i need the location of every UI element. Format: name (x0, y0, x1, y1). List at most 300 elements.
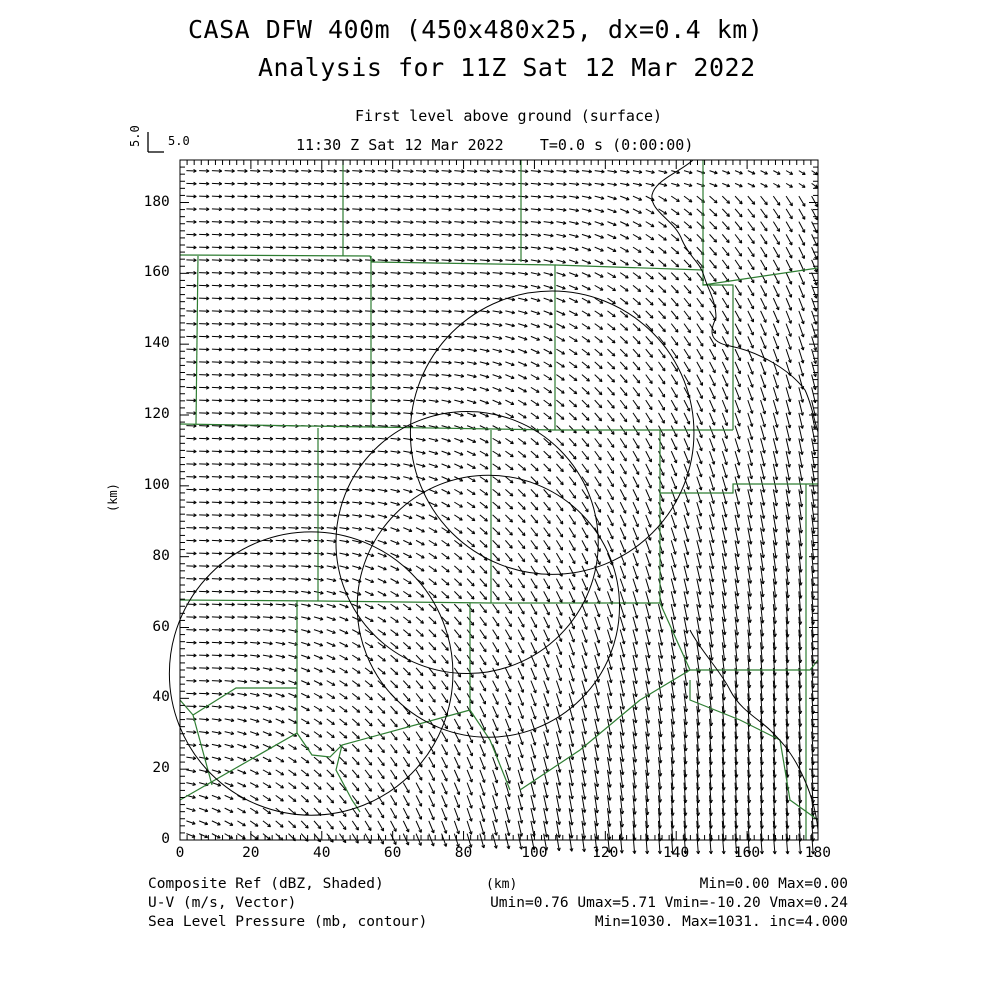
wind-vector (493, 579, 500, 587)
wind-vector-field (186, 169, 817, 854)
wind-vector (314, 476, 324, 479)
wind-vector (659, 528, 664, 541)
wind-vector (493, 362, 502, 365)
wind-vector (531, 681, 536, 693)
wind-vector (301, 170, 311, 173)
wind-vector (391, 834, 397, 845)
wind-vector (633, 298, 641, 305)
wind-vector (250, 744, 259, 748)
wind-vector (671, 477, 676, 489)
wind-vector (442, 770, 448, 781)
wind-vector (225, 233, 235, 236)
wind-vector (212, 603, 222, 606)
wind-vector (544, 655, 549, 667)
wind-vector (748, 222, 755, 231)
wind-vector (225, 834, 233, 839)
wind-vector (263, 834, 270, 840)
wind-vector (659, 349, 666, 358)
wind-vector (263, 208, 273, 211)
wind-vector (378, 335, 388, 338)
wind-vector (633, 400, 639, 409)
wind-vector (773, 387, 778, 401)
wind-vector (607, 234, 616, 238)
wind-vector (301, 642, 310, 645)
wind-vector (518, 515, 525, 523)
wind-vector (748, 336, 754, 348)
wind-vector (454, 246, 464, 249)
wind-vector (314, 195, 324, 198)
wind-vector (225, 386, 235, 389)
wind-vector (748, 234, 754, 243)
wind-vector (250, 412, 260, 415)
wind-vector (327, 553, 337, 556)
wind-vector (391, 374, 401, 377)
wind-vector (403, 489, 412, 492)
wind-vector (480, 502, 488, 508)
wind-vector (237, 488, 247, 491)
wind-vector (327, 259, 337, 262)
wind-vector (288, 220, 298, 223)
wind-vector (722, 502, 727, 517)
wind-vector (365, 399, 375, 402)
wind-vector (467, 336, 477, 339)
wind-vector (595, 604, 600, 617)
wind-vector (531, 540, 537, 549)
wind-vector (595, 387, 602, 394)
wind-vector (301, 552, 311, 555)
y-tick-label: 20 (152, 760, 170, 777)
title-line-1: CASA DFW 400m (450x480x25, dx=0.4 km) (188, 15, 764, 44)
wind-vector (595, 591, 600, 603)
wind-vector (212, 220, 222, 223)
wind-vector (314, 539, 324, 542)
wind-vector (544, 630, 550, 642)
wind-vector (633, 630, 638, 645)
wind-vector (659, 426, 665, 437)
wind-vector (799, 234, 805, 245)
wind-vector (773, 298, 779, 310)
wind-vector (773, 222, 779, 232)
wind-vector (352, 488, 362, 491)
wind-vector (340, 706, 348, 712)
wind-vector (225, 590, 235, 593)
wind-vector (531, 795, 535, 810)
wind-vector (505, 489, 512, 496)
wind-vector (646, 209, 654, 214)
wind-vector (225, 335, 235, 338)
wind-vector (735, 234, 742, 243)
wind-vector (237, 195, 247, 198)
wind-vector (671, 196, 679, 201)
wind-vector (620, 413, 626, 422)
wind-vector (684, 171, 692, 174)
wind-vector (352, 514, 362, 517)
wind-vector (212, 297, 222, 300)
wind-vector (505, 387, 514, 391)
wind-vector (786, 209, 792, 219)
wind-vector (710, 311, 716, 321)
wind-vector (493, 502, 500, 508)
wind-vector (442, 502, 450, 507)
wind-vector (378, 463, 388, 466)
wind-vector (582, 617, 587, 630)
wind-vector (212, 386, 222, 389)
wind-vector (556, 553, 562, 563)
wind-vector (633, 604, 638, 618)
wind-vector (493, 808, 498, 822)
wind-vector (442, 233, 452, 236)
wind-vector (263, 552, 273, 555)
wind-vector (556, 400, 564, 406)
wind-vector (237, 220, 247, 223)
wind-vector (761, 324, 767, 336)
wind-vector (186, 628, 196, 631)
wind-vector (480, 284, 490, 287)
ref-vector-label: 5.0 (168, 134, 190, 148)
wind-vector (237, 399, 247, 402)
wind-vector (442, 693, 448, 702)
wind-vector (365, 463, 375, 466)
wind-vector (518, 642, 524, 653)
wind-vector (288, 681, 297, 685)
wind-vector (480, 336, 490, 339)
wind-vector (467, 502, 475, 507)
wind-vector (186, 424, 196, 427)
wind-vector (659, 222, 667, 228)
wind-vector (199, 770, 208, 773)
wind-vector (607, 387, 614, 395)
wind-vector (442, 387, 452, 390)
wind-vector (735, 375, 740, 387)
wind-vector (671, 566, 676, 581)
wind-vector (225, 821, 233, 825)
wind-vector (595, 209, 604, 212)
wind-vector (263, 629, 273, 632)
wind-vector (301, 476, 311, 479)
wind-vector (314, 488, 324, 491)
wind-vector (212, 783, 221, 787)
wind-vector (352, 323, 362, 326)
wind-vector (569, 604, 574, 616)
wind-vector (288, 259, 298, 262)
wind-vector (237, 386, 247, 389)
wind-vector (365, 310, 375, 313)
wind-vector (276, 310, 286, 313)
wind-vector (799, 387, 804, 402)
wind-vector (531, 438, 539, 444)
wind-vector (237, 297, 247, 300)
wind-vector (327, 412, 337, 415)
wind-vector (301, 783, 308, 789)
wind-vector (365, 706, 372, 713)
wind-vector (493, 311, 503, 314)
wind-vector (212, 590, 222, 593)
wind-vector (288, 770, 296, 776)
wind-vector (722, 438, 727, 451)
wind-vector (365, 335, 375, 338)
wind-vector (569, 375, 577, 381)
wind-vector (327, 795, 334, 803)
wind-vector (748, 413, 753, 427)
wind-vector (416, 170, 426, 173)
wind-vector (403, 668, 410, 675)
wind-vector (659, 183, 667, 186)
wind-vector (378, 476, 388, 479)
wind-vector (467, 821, 472, 835)
wind-vector (799, 247, 805, 258)
wind-vector (454, 502, 462, 507)
wind-vector (671, 183, 679, 186)
wind-vector (480, 579, 487, 587)
wind-vector (301, 591, 311, 594)
wind-vector (403, 553, 411, 557)
wind-vector (505, 744, 510, 757)
wind-vector (454, 706, 460, 716)
wind-vector (505, 693, 510, 705)
wind-vector (352, 374, 362, 377)
wind-vector (569, 362, 577, 368)
wind-vector (199, 552, 209, 555)
wind-vector (301, 310, 311, 313)
boundary-segment (336, 745, 360, 812)
wind-vector (212, 821, 220, 825)
wind-vector (199, 412, 209, 415)
wind-vector (429, 757, 435, 767)
wind-vector (505, 821, 510, 836)
wind-vector (276, 169, 286, 172)
wind-vector (735, 413, 740, 426)
wind-vector (314, 297, 324, 300)
wind-vector (327, 386, 337, 389)
wind-vector (314, 335, 324, 338)
wind-vector (340, 450, 350, 453)
wind-vector (288, 630, 297, 633)
wind-vector (454, 808, 459, 821)
wind-vector (327, 501, 337, 504)
wind-vector (480, 489, 488, 495)
wind-vector (199, 654, 209, 657)
wind-vector (212, 182, 222, 185)
wind-vector (403, 323, 413, 326)
wind-vector (659, 196, 667, 201)
wind-vector (518, 489, 525, 496)
wind-vector (518, 808, 523, 823)
wind-vector (493, 744, 498, 757)
wind-vector (288, 463, 298, 466)
wind-vector (620, 273, 628, 278)
wind-vector (352, 655, 360, 660)
wind-vector (710, 502, 715, 517)
wind-vector (480, 617, 486, 626)
wind-vector (416, 566, 424, 571)
wind-vector (467, 744, 472, 756)
wind-vector (480, 375, 489, 378)
wind-vector (391, 668, 398, 675)
wind-vector (607, 604, 612, 617)
wind-vector (378, 770, 384, 779)
wind-vector (288, 450, 298, 453)
wind-vector (378, 668, 385, 674)
wind-vector (505, 362, 514, 366)
wind-vector (607, 285, 615, 290)
wind-vector (556, 655, 561, 668)
wind-vector (684, 515, 689, 529)
wind-vector (288, 412, 298, 415)
wind-vector (531, 273, 540, 276)
wind-vector (365, 489, 375, 492)
wind-vector (799, 209, 805, 219)
wind-vector (391, 170, 401, 173)
wind-vector (314, 323, 324, 326)
wind-vector (250, 399, 260, 402)
wind-vector (327, 757, 334, 764)
wind-vector (340, 284, 350, 287)
wind-vector (186, 757, 195, 760)
wind-vector (416, 323, 426, 326)
wind-vector (365, 284, 375, 287)
wind-vector (761, 171, 768, 175)
wind-vector (301, 630, 310, 633)
wind-vector (505, 464, 513, 470)
wind-vector (531, 579, 537, 589)
wind-vector (569, 630, 574, 642)
wind-vector (620, 540, 625, 552)
wind-vector (467, 783, 472, 796)
wind-vector (556, 260, 565, 263)
wind-vector (722, 273, 728, 282)
wind-vector (237, 182, 247, 185)
wind-vector (773, 311, 779, 323)
wind-vector (340, 246, 350, 249)
wind-vector (505, 604, 511, 613)
y-tick-label: 80 (152, 547, 170, 564)
wind-vector (429, 732, 435, 742)
wind-vector (212, 808, 221, 812)
wind-vector (352, 591, 361, 595)
wind-vector (250, 706, 259, 709)
wind-vector (327, 655, 335, 659)
wind-vector (186, 475, 196, 478)
wind-vector (582, 540, 588, 551)
wind-vector (493, 387, 502, 391)
wind-vector (378, 450, 388, 453)
wind-vector (416, 630, 423, 637)
wind-vector (480, 693, 486, 704)
wind-vector (773, 183, 780, 187)
wind-vector (735, 489, 740, 504)
wind-vector (186, 616, 196, 619)
wind-vector (288, 297, 298, 300)
wind-vector (467, 233, 477, 236)
wind-vector (225, 361, 235, 364)
wind-vector (697, 464, 702, 477)
wind-vector (467, 246, 477, 249)
wind-vector (773, 285, 779, 296)
wind-vector (480, 757, 485, 769)
wind-vector (314, 170, 324, 173)
wind-vector (684, 413, 690, 424)
wind-vector (633, 553, 638, 566)
wind-vector (263, 348, 273, 351)
wind-vector (773, 336, 778, 349)
wind-vector (288, 169, 298, 172)
wind-vector (276, 539, 286, 542)
wind-vector (340, 386, 350, 389)
wind-vector (582, 170, 592, 173)
wind-vector (340, 348, 350, 351)
wind-vector (467, 451, 475, 455)
wind-vector (467, 182, 477, 185)
wind-vector (467, 310, 477, 313)
wind-vector (812, 209, 818, 220)
wind-vector (314, 642, 323, 646)
wind-vector (378, 323, 388, 326)
wind-vector (263, 373, 273, 376)
wind-vector (340, 719, 348, 725)
wind-vector (773, 413, 778, 428)
wind-vector (569, 222, 578, 225)
wind-vector (582, 655, 587, 669)
wind-vector (480, 477, 488, 482)
wind-vector (352, 757, 359, 765)
wind-vector (288, 526, 298, 529)
wind-vector (633, 477, 639, 488)
wind-vector (327, 221, 337, 224)
wind-vector (671, 413, 677, 424)
wind-vector (199, 169, 209, 172)
wind-vector (582, 336, 590, 342)
wind-vector (212, 679, 222, 682)
wind-vector (582, 413, 589, 421)
wind-vector (212, 692, 222, 695)
wind-vector (786, 324, 791, 337)
wind-vector (467, 591, 474, 599)
wind-vector (263, 450, 273, 453)
wind-vector (544, 502, 551, 510)
wind-vector (799, 183, 805, 187)
wind-vector (327, 246, 337, 249)
wind-vector (518, 719, 523, 732)
wind-vector (250, 208, 260, 211)
wind-vector (429, 170, 439, 173)
wind-vector (518, 362, 527, 366)
wind-vector (697, 400, 703, 411)
wind-vector (250, 322, 260, 325)
wind-vector (569, 732, 574, 747)
wind-vector (761, 222, 767, 231)
wind-vector (378, 195, 388, 198)
wind-vector (352, 348, 362, 351)
wind-vector (518, 553, 525, 562)
wind-vector (327, 297, 337, 300)
wind-vector (186, 373, 196, 376)
wind-vector (556, 426, 563, 433)
wind-vector (429, 566, 437, 572)
wind-vector (442, 259, 452, 262)
wind-vector (301, 182, 311, 185)
wind-vector (684, 298, 691, 306)
wind-vector (582, 668, 587, 682)
wind-vector (646, 183, 655, 186)
wind-vector (403, 604, 411, 610)
wind-vector (250, 488, 260, 491)
wind-vector (378, 233, 388, 236)
wind-vector (263, 642, 273, 645)
wind-vector (786, 196, 792, 206)
wind-vector (237, 783, 245, 787)
wind-vector (505, 655, 511, 666)
wind-vector (556, 387, 564, 393)
